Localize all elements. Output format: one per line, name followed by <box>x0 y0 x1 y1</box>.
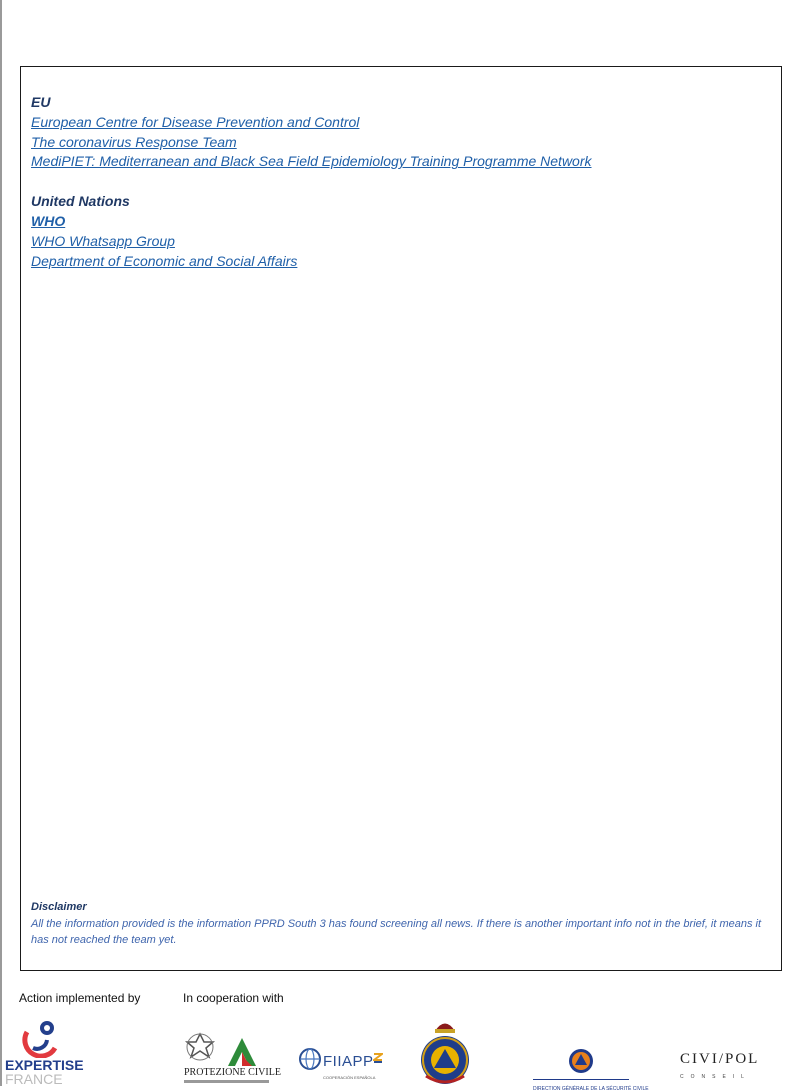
link-economic-social-affairs[interactable]: Department of Economic and Social Affairs <box>31 252 298 269</box>
expertise-france-line2: FRANCE <box>5 1071 63 1087</box>
protezione-civile-logo <box>184 1032 281 1086</box>
fiiapp-name: FIIAPP <box>323 1053 374 1070</box>
proteccion-civil-logo <box>418 1018 472 1086</box>
links-section <box>31 93 592 271</box>
content-box <box>20 66 782 971</box>
proteccion-civil-badge-icon <box>418 1018 472 1086</box>
disclaimer-title: Disclaimer <box>31 901 87 913</box>
cooperation-label: In cooperation with <box>183 991 284 1005</box>
action-implemented-label: Action implemented by <box>19 991 141 1005</box>
link-who[interactable]: WHO <box>31 212 66 229</box>
civipol-logo <box>680 1051 760 1083</box>
protezione-civile-name: PROTEZIONE CIVILE <box>184 1067 281 1078</box>
expertise-france-line1: EXPERTISE <box>5 1057 84 1073</box>
cooperacion-espanola-mark-icon <box>373 1052 383 1064</box>
securite-civile-name: DIRECTION GÉNÉRALE DE LA SÉCURITÉ CIVILE <box>533 1086 649 1092</box>
fiiapp-sub: COOPERACIÓN ESPAÑOLA <box>323 1075 376 1080</box>
disclaimer-text: All the information provided is the information PPRD South 3 has found screening all news. If there is another important info not in the brief, it means it has not reached the team yet. <box>31 917 762 946</box>
link-who-whatsapp-group[interactable]: WHO Whatsapp Group <box>31 232 175 249</box>
fiiapp-globe-icon <box>299 1046 323 1072</box>
link-medipiet[interactable]: MediPIET: Mediterranean and Black Sea Field Epidemiology Training Programme Network <box>31 153 592 170</box>
securite-civile-emblem-icon <box>568 1048 594 1074</box>
civipol-sub: CONSEIL <box>680 1074 751 1080</box>
disclaimer <box>31 899 771 949</box>
page-left-edge <box>0 0 2 1086</box>
italian-emblem-icon <box>184 1032 274 1068</box>
link-coronavirus-response-team[interactable]: The coronavirus Response Team <box>31 133 237 150</box>
section-heading-united-nations: United Nations <box>31 193 130 210</box>
expertise-france-mark-icon <box>5 1018 85 1058</box>
fiiapp-logo <box>299 1046 389 1082</box>
section-heading-eu: EU <box>31 94 51 110</box>
securite-civile-logo <box>533 1046 649 1092</box>
expertise-france-logo <box>5 1018 85 1086</box>
link-ecdc[interactable]: European Centre for Disease Prevention and Control <box>31 113 360 130</box>
civipol-name: CIVI/POL <box>680 1051 760 1067</box>
protezione-civile-subline <box>184 1080 269 1083</box>
securite-civile-rule <box>533 1079 629 1080</box>
spacer <box>31 172 592 192</box>
